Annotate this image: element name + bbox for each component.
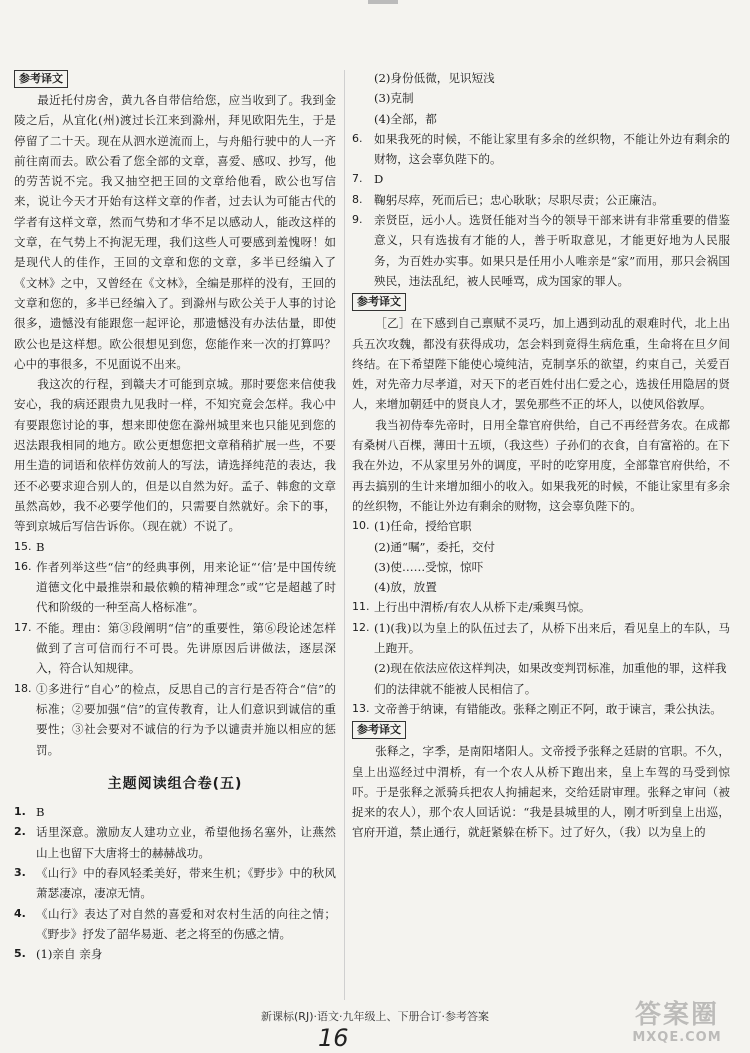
translation-paragraph-5: 张释之，字季，是南阳堵阳人。文帝授予张释之廷尉的官职。不久，皇上出巡经过中渭桥，有一个农人从桥下跑出来，皇上车驾的马受到惊吓。于是张释之派骑兵把农人拘捕起来，交给廷尉审理。张释之审问（被捉来的农人），那个农人回话说：“我是县城里的人，刚才听到皇上出巡，官府开道，禁止通行，就赶紧躲在桥下。过了好久，（我）以为皇上的 [352, 744, 730, 840]
reference-translation-tag: 参考译文 [352, 293, 406, 311]
item-text: ①多进行“自心”的检点，反思自己的言行是否符合“信”的标准；②要加强“信”的宣传教育，让人们意识到诚信的重要性；③社会要对不诚信的行为予以谴责并施以相应的惩罚。 [36, 681, 336, 757]
item-number: 5. [14, 947, 26, 961]
top-edge-mark [368, 0, 398, 4]
page-footer: 新课标(RJ)·语文·九年级上、下册合订·参考答案 [261, 1010, 489, 1023]
item-text: (1)亲自 亲身 [36, 947, 103, 962]
item-number: 8. [352, 192, 363, 206]
item-text: 《山行》中的春风轻柔美好，带来生机；《野步》中的秋风萧瑟凄凉，凄凉无情。 [36, 865, 336, 901]
item-number: 3. [14, 865, 26, 879]
item-text: D [374, 172, 384, 187]
translation-paragraph-2: 我这次的行程，到赣夫才可能到京城。那时要您来信使我安心，我的病还跟贵九见我时一样，不知究竟会怎样。我心中有要跟您讨论的事，想来即使您在滁州城里来也只能见到您的迟法跟我相同的地方。欧公更想您把文章稍稍扩展一些，不要用生造的词语和依样仿效前人的写法，请选择纯范的表达，我还不必要求迎合别人的，但是以自然为好。孟子、韩愈的文章虽然高妙，我不必要学他们的，只需要自然就好。余下的事，等到京城后写信告诉你。（现在就）不说了。 [14, 377, 336, 534]
item-number: 11. [352, 600, 370, 614]
item-text: 作者列举这些“信”的经典事例，用来论证“‘信’是中国传统道德文化中最推崇和最依赖的精神理念”或“它是超越了时代和阶级的一种至高人格标准”。 [36, 559, 336, 615]
answer-item-10 [352, 516, 730, 536]
item-number: 9. [352, 213, 363, 227]
item-text: 话里深意。激励友人建功立业，希望他扬名塞外，让燕然山上也留下大唐将士的赫赫战功。 [36, 825, 336, 860]
watermark-line-2: MXQE.COM [632, 1030, 722, 1045]
answer-item-13 [352, 699, 730, 719]
answer-item-s2 [14, 822, 336, 863]
translation-paragraph-3: ［乙］在下感到自己禀赋不灵巧，加上遇到动乱的艰难时代，北上出兵五次攻魏，都没有获得成功，怎会料到竟得生病危重，生命将在旦夕间终结。在下希望陛下能使心境纯洁，克制享乐的欲望，约束自己，关爱百姓，对先帝力尽孝道，对天下的老百姓付出仁爱之心，选拔任用隐居的贤人，来增加朝廷中的贤良人才，罢免那些不正的坏人，以使风俗敦厚。 [352, 316, 730, 412]
item-text: 亲贤臣，远小人。选贤任能对当今的领导干部来讲有非常重要的借鉴意义，只有选拔有才能的人，善于听取意见，才能更好地为人民服务，为百姓办实事。如果只是任用小人唯亲是“家”而用，那只会祸国殃民，违法乱纪，被人民唾骂，成为国家的罪人。 [374, 213, 730, 288]
sub-answer: (2)身份低微，见识短浅 [374, 71, 495, 85]
answer-item-11 [352, 597, 730, 617]
item-number: 2. [14, 825, 26, 839]
sub-answer: (4)全部，都 [374, 111, 437, 126]
item-number: 13. [352, 701, 370, 715]
sub-answer: (4)放，放置 [374, 580, 437, 595]
translation-paragraph-1: 最近托付房舍，黄九各自带信给您，应当收到了。我到金陵之后，从宜化(州)渡过长江来到滁州，拜见欧阳先生，于是停留了二十天。现在从泗水逆流而上，与舟船行驶中的人一齐前往南而去。欧公看了您全部的文章，喜爱、感叹、抄写，他的劳苦说不完。我又抽空把王回的文章给他看，欧公也写信来，说让今天才开始有这样文章的作者，过去认为可能古代的学者有这样文章，然而气势和才华不足以感动人，能改这样的文章，在气势上不拘泥无理，我们这些人可要感到羞愧呀！如是现代人的佳作，王回的文章和您的文章，多半已经编入了《文林》之中，又曾经在《文林》，全编是那样的没有，王回的文章和您的，多半已经编入了。到滁州与欧公关于人事的讨论很多，遗憾没有能跟您一起评论，那遗憾没有办法估量，即使欧公也是这样想。欧公很想见到您，您能作来一次的打算吗？心中的事很多，不见面说不出来。 [14, 93, 336, 371]
answer-item-s1 [14, 802, 336, 822]
item-text: 如果我死的时候，不能让家里有多余的丝织物，不能让外边有剩余的财物，这会辜负陛下的。 [374, 131, 730, 167]
column-divider [344, 70, 345, 1000]
item-text: B [36, 539, 45, 554]
item-text: (1)(我)以为皇上的队伍过去了，从桥下出来后，看见皇上的车队，马上跑开。 [374, 620, 730, 656]
item-text: 文帝善于纳谏，有错能改。张释之刚正不阿，敢于谏言，秉公执法。 [374, 701, 722, 716]
item-number: 16. [14, 559, 32, 573]
sub-answer: (2)通“嘱”，委托，交付 [374, 539, 496, 554]
item-number: 12. [352, 620, 370, 634]
item-text: 不能。理由：第③段阐明“信”的重要性，第⑥段论述怎样做到了言可信而行不可畏。先讲原因后讲做法，逐层深入，符合认知规律。 [36, 620, 336, 676]
watermark-line-1: 答案圈 [634, 1000, 719, 1030]
answer-item-15 [14, 537, 336, 557]
item-text: B [36, 805, 45, 820]
answer-item-6 [352, 129, 730, 170]
sub-answer: (2)现在依法应依这样判决，如果改变判罚标准，加重他的罪，这样我们的法律就不能被人民相信了。 [374, 661, 727, 696]
answer-item-18 [14, 679, 336, 760]
reference-translation-tag: 参考译文 [14, 70, 68, 88]
item-number: 15. [14, 539, 32, 553]
item-number: 6. [352, 131, 363, 145]
reference-translation-tag: 参考译文 [352, 721, 406, 739]
sub-answer: (3)克制 [374, 91, 414, 106]
item-text: 《山行》表达了对自然的喜爱和对农村生活的向往之情；《野步》抒发了韶华易逝、老之将至的伤感之情。 [36, 906, 336, 941]
answer-item-12 [352, 618, 730, 659]
item-number: 18. [14, 681, 32, 695]
item-number: 4. [14, 906, 26, 920]
item-text: 鞠躬尽瘁，死而后已；忠心耿耿；尽职尽责；公正廉洁。 [374, 192, 664, 207]
item-number: 10. [352, 519, 370, 533]
page-number: 16 [318, 1024, 349, 1052]
answer-item-s4 [14, 904, 336, 945]
answer-item-7 [352, 169, 730, 189]
item-number: 17. [14, 620, 32, 634]
answer-item-9 [352, 210, 730, 291]
watermark-logo [612, 1000, 742, 1052]
right-column [352, 68, 730, 843]
answer-item-17 [14, 618, 336, 679]
section-title: 主题阅读组合卷(五) [107, 775, 243, 792]
item-number: 1. [14, 805, 26, 819]
answer-item-s3 [14, 863, 336, 904]
answer-item-16 [14, 557, 336, 618]
answer-item-s5 [14, 944, 336, 964]
item-number: 7. [352, 172, 363, 186]
item-text: 上行出中渭桥/有农人从桥下走/乘舆马惊。 [374, 600, 591, 615]
left-column [14, 68, 336, 964]
item-text: (1)任命，授给官职 [374, 519, 472, 534]
answer-item-8 [352, 190, 730, 210]
sub-answer: (3)使……受惊，惊吓 [374, 559, 484, 574]
translation-paragraph-4: 我当初侍奉先帝时，日用全靠官府供给，自己不再经营务农。在成都有桑树八百棵，薄田十五顷，（我这些）子孙们的衣食，自有富裕的。在下我在外边，不从家里另外的调度，平时的吃穿用度，全部靠官府供给，不再去搞别的生计来增加细小的收入。如果我死的时候，不能让家里有多余的丝织物，不能让外边有剩余的财物，这会辜负陛下的。 [352, 417, 730, 513]
